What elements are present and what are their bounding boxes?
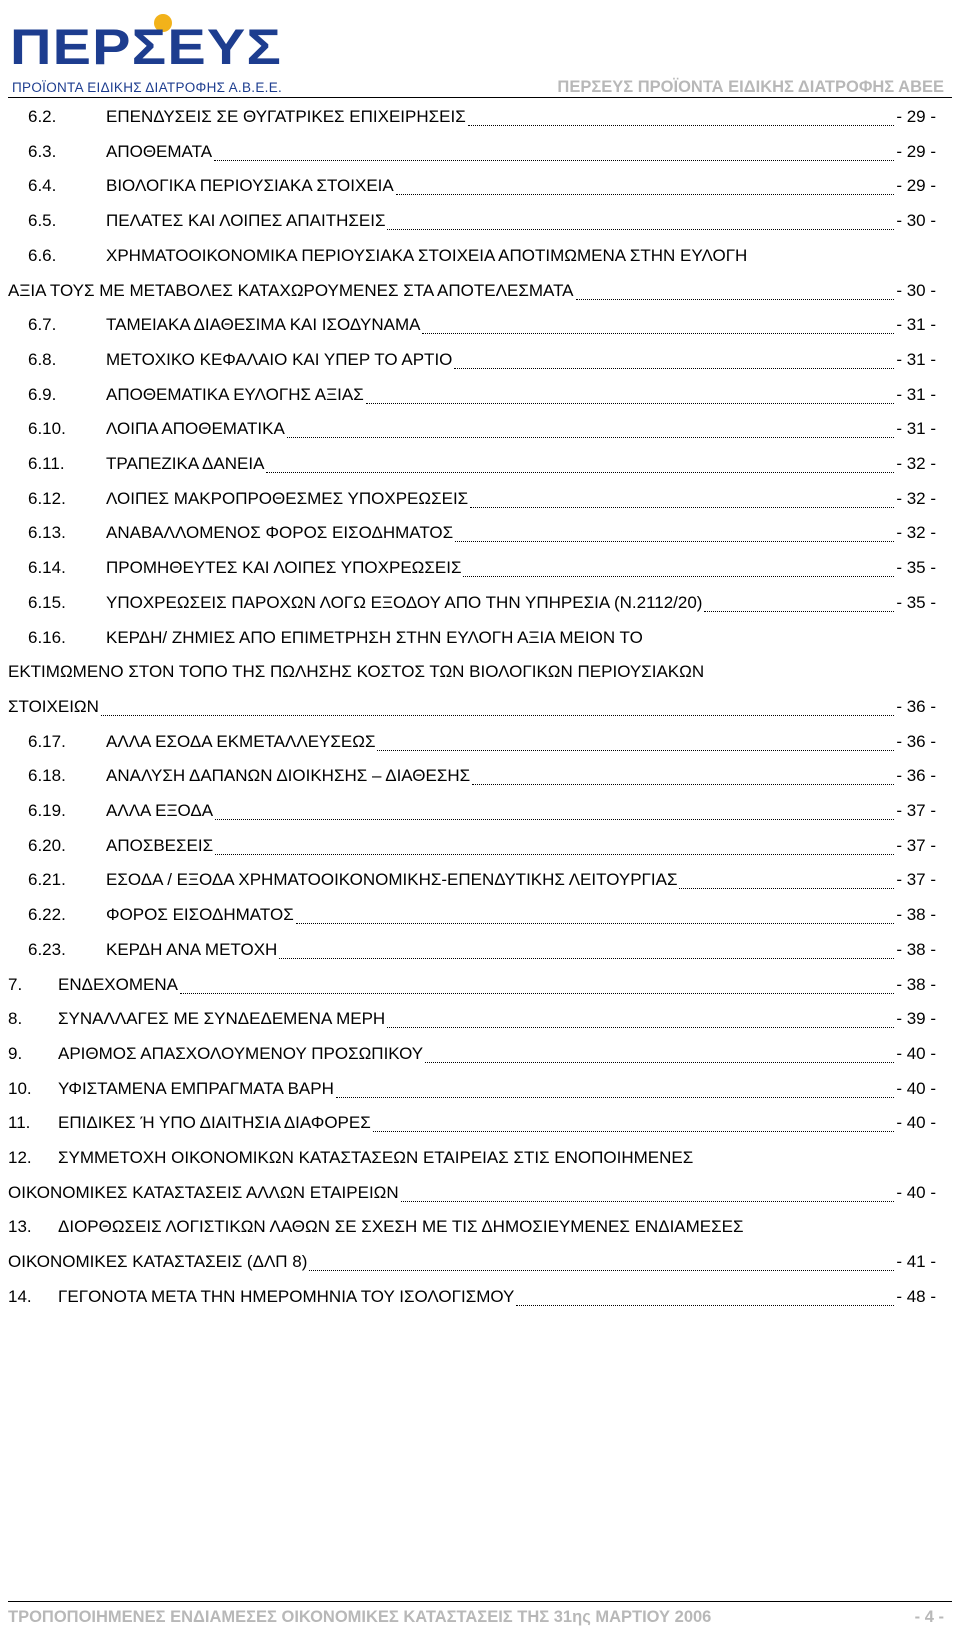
toc-dot-leader: [296, 922, 895, 924]
toc-entry-page: - 41 -: [896, 1252, 936, 1272]
toc-entry-number: 6.8.: [28, 349, 57, 369]
footer-title: ΤΡΟΠΟΠΟΙΗΜΕΝΕΣ ΕΝΔΙΑΜΕΣΕΣ ΟΙΚΟΝΟΜΙΚΕΣ ΚΑΤΑΣΤΑΣΕΙΣ ΤΗΣ 31ης ΜΑΡΤΙΟΥ 2006: [8, 1608, 712, 1626]
toc-entry-page: - 31 -: [896, 384, 936, 404]
toc-entry-title: ΑΛΛΑ ΕΣΟΔΑ ΕΚΜΕΤΑΛΛΕΥΣΕΩΣ: [106, 731, 376, 751]
toc-dot-leader: [387, 1026, 894, 1028]
toc-entry-title: ΤΡΑΠΕΖΙΚΑ ΔΑΝΕΙΑ: [106, 454, 265, 473]
toc-entry-number: 6.9.: [28, 384, 57, 404]
toc-entry[interactable]: [0, 1106, 960, 1140]
toc-entry[interactable]: [0, 933, 960, 967]
logo-subtitle: ΠΡΟΪΟΝΤΑ ΕΙΔΙΚΗΣ ΔΙΑΤΡΟΦΗΣ Α.Β.Ε.Ε.: [12, 80, 283, 95]
toc-entry[interactable]: [0, 169, 960, 203]
toc-entry-page: - 40 -: [896, 1182, 936, 1202]
toc-entry-title: ΟΙΚΟΝΟΜΙΚΕΣ ΚΑΤΑΣΤΑΣΕΙΣ (ΔΛΠ 8): [8, 1252, 308, 1272]
toc-entry-title: ΚΕΡΔΗ ΑΝΑ ΜΕΤΟΧΗ: [106, 939, 278, 959]
toc-dot-leader: [516, 1304, 894, 1306]
toc-dot-leader: [396, 193, 895, 195]
toc-entry[interactable]: [0, 759, 960, 793]
toc-entry[interactable]: [0, 1210, 960, 1244]
toc-entry-title: ΠΕΛΑΤΕΣ ΚΑΙ ΛΟΙΠΕΣ ΑΠΑΙΤΗΣΕΙΣ: [106, 211, 386, 231]
toc-entry[interactable]: [0, 690, 960, 724]
toc-entry-number: 6.19.: [28, 801, 66, 820]
toc-dot-leader: [287, 436, 894, 438]
toc-entry-number: 6.12.: [28, 488, 66, 508]
toc-entry-page: - 39 -: [896, 1009, 936, 1029]
toc-dot-leader: [309, 1269, 894, 1271]
toc-entry-page: - 31 -: [896, 349, 936, 369]
toc-entry-page: - 38 -: [896, 905, 936, 925]
toc-entry-page: - 36 -: [896, 696, 936, 716]
toc-dot-leader: [576, 298, 895, 300]
toc-entry-title: ΕΠΙΔΙΚΕΣ Ή ΥΠΟ ΔΙΑΙΤΗΣΙΑ ΔΙΑΦΟΡΕΣ: [58, 1113, 371, 1133]
toc-entry-title: ΥΦΙΣΤΑΜΕΝΑ ΕΜΠΡΑΓΜΑΤΑ ΒΑΡΗ: [58, 1078, 334, 1098]
toc-entry-page: - 31 -: [896, 419, 936, 439]
toc-entry[interactable]: [0, 204, 960, 238]
toc-entry-number: 8.: [8, 1009, 23, 1029]
toc-dot-leader: [468, 124, 895, 126]
header-divider: [8, 97, 952, 98]
toc-dot-leader: [215, 818, 894, 820]
toc-entry[interactable]: [0, 343, 960, 377]
toc-entry-page: - 32 -: [896, 488, 936, 508]
toc-entry-title: ΑΡΙΘΜΟΣ ΑΠΑΣΧΟΛΟΥΜΕΝΟΥ ΠΡΟΣΩΠΙΚΟΥ: [58, 1043, 424, 1063]
toc-dot-leader: [463, 575, 894, 577]
toc-entry[interactable]: [0, 239, 960, 273]
toc-entry[interactable]: [0, 412, 960, 446]
toc-dot-leader: [215, 853, 894, 855]
toc-entry[interactable]: [0, 863, 960, 897]
toc-entry[interactable]: [0, 1002, 960, 1036]
toc-entry-page: - 36 -: [896, 731, 936, 751]
toc-entry-title: ΚΕΡΔΗ/ ΖΗΜΙΕΣ ΑΠΟ ΕΠΙΜΕΤΡΗΣΗ ΣΤΗΝ ΕΥΛΟΓΗ ΑΞΙΑ ΜΕΙΟΝ ΤΟ: [106, 627, 643, 647]
toc-entry[interactable]: [0, 274, 960, 308]
toc-entry-page: - 38 -: [896, 974, 936, 994]
toc-entry[interactable]: [0, 308, 960, 342]
toc-entry-number: 6.3.: [28, 141, 57, 161]
toc-entry-number: 6.10.: [28, 419, 66, 439]
toc-entry-page: - 29 -: [896, 107, 936, 126]
toc-entry-number: 6.15.: [28, 592, 66, 612]
toc-entry-title: ΑΝΑΒΑΛΛΟΜΕΝΟΣ ΦΟΡΟΣ ΕΙΣΟΔΗΜΑΤΟΣ: [106, 523, 454, 543]
toc-entry-page: - 40 -: [896, 1078, 936, 1098]
toc-entry[interactable]: [0, 1280, 960, 1314]
footer-page-number: - 4 -: [914, 1608, 944, 1626]
toc-entry[interactable]: [0, 898, 960, 932]
toc-entry-title: ΥΠΟΧΡΕΩΣΕΙΣ ΠΑΡΟΧΩΝ ΛΟΓΩ ΕΞΟΔΟΥ ΑΠΟ ΤΗΝ ΥΠΗΡΕΣΙΑ (Ν.2112/20): [106, 592, 703, 612]
toc-dot-leader: [180, 992, 894, 994]
toc-entry[interactable]: [0, 829, 960, 863]
toc-dot-leader: [336, 1096, 894, 1098]
toc-entry-page: - 35 -: [896, 558, 936, 578]
footer-divider: [8, 1601, 952, 1602]
toc-dot-leader: [366, 402, 895, 404]
toc-dot-leader: [377, 749, 894, 751]
toc-entry-page: - 30 -: [896, 280, 936, 300]
toc-entry[interactable]: [0, 447, 960, 481]
toc-entry[interactable]: [0, 1141, 960, 1175]
toc-entry[interactable]: [0, 1072, 960, 1106]
toc-entry-number: 6.11.: [28, 454, 65, 473]
company-logo: [8, 8, 283, 95]
toc-entry-page: - 38 -: [896, 939, 936, 959]
toc-entry-page: - 31 -: [896, 315, 936, 335]
toc-entry-page: - 37 -: [896, 870, 936, 890]
toc-entry-title: ΛΟΙΠΑ ΑΠΟΘΕΜΑΤΙΚΑ: [106, 419, 285, 439]
toc-entry-title: ΑΠΟΘΕΜΑΤΙΚΑ ΕΥΛΟΓΗΣ ΑΞΙΑΣ: [106, 384, 364, 404]
toc-entry-title: ΦΟΡΟΣ ΕΙΣΟΔΗΜΑΤΟΣ: [106, 905, 294, 925]
toc-entry[interactable]: [0, 1037, 960, 1071]
toc-entry[interactable]: [0, 1176, 960, 1210]
toc-entry-page: - 37 -: [896, 801, 936, 820]
toc-entry-title: ΣΥΜΜΕΤΟΧΗ ΟΙΚΟΝΟΜΙΚΩΝ ΚΑΤΑΣΤΑΣΕΩΝ ΕΤΑΙΡΕΙΑΣ ΣΤΙΣ ΕΝΟΠΟΙΗΜΕΝΕΣ: [58, 1148, 694, 1167]
toc-dot-leader: [387, 228, 894, 230]
toc-entry-number: 6.18.: [28, 766, 66, 786]
toc-entry-number: 6.7.: [28, 315, 57, 335]
toc-entry-page: - 36 -: [896, 766, 936, 786]
toc-entry[interactable]: [0, 968, 960, 1002]
toc-entry[interactable]: [0, 100, 960, 134]
toc-entry[interactable]: [0, 586, 960, 620]
toc-entry-title: ΤΑΜΕΙΑΚΑ ΔΙΑΘΕΣΙΜΑ ΚΑΙ ΙΣΟΔΥΝΑΜΑ: [106, 315, 421, 335]
toc-entry-title: ΕΠΕΝΔΥΣΕΙΣ ΣΕ ΘΥΓΑΤΡΙΚΕΣ ΕΠΙΧΕΙΡΗΣΕΙΣ: [106, 107, 466, 126]
toc-entry[interactable]: [0, 482, 960, 516]
toc-entry-page: - 29 -: [896, 141, 936, 161]
toc-entry-number: 7.: [8, 974, 23, 994]
toc-entry[interactable]: [0, 378, 960, 412]
toc-entry[interactable]: [0, 725, 960, 759]
toc-entry-title: ΕΝΔΕΧΟΜΕΝΑ: [58, 974, 178, 994]
toc-entry-number: 12.: [8, 1148, 32, 1167]
toc-entry-page: - 32 -: [896, 523, 936, 543]
toc-entry-number: 6.14.: [28, 558, 66, 578]
toc-entry-number: 13.: [8, 1217, 32, 1237]
toc-entry-page: - 40 -: [896, 1113, 936, 1133]
header-company: ΠΕΡΣΕΥΣ ΠΡΟΪΟΝΤΑ ΕΙΔΙΚΗΣ ΔΙΑΤΡΟΦΗΣ ΑΒΕΕ: [557, 78, 944, 96]
toc-entry[interactable]: [0, 135, 960, 169]
toc-dot-leader: [425, 1061, 894, 1063]
toc-entry-number: 6.2.: [28, 107, 57, 126]
toc-entry-page: - 35 -: [896, 592, 936, 612]
toc-entry-title: ΣΤΟΙΧΕΙΩΝ: [8, 696, 99, 716]
toc-entry-title: ΛΟΙΠΕΣ ΜΑΚΡΟΠΡΟΘΕΣΜΕΣ ΥΠΟΧΡΕΩΣΕΙΣ: [106, 488, 469, 508]
toc-entry-number: 6.20.: [28, 835, 66, 855]
toc-entry-number: 6.23.: [28, 939, 66, 959]
toc-entry-title: ΠΡΟΜΗΘΕΥΤΕΣ ΚΑΙ ΛΟΙΠΕΣ ΥΠΟΧΡΕΩΣΕΙΣ: [106, 558, 462, 578]
toc-entry-title: ΕΚΤΙΜΩΜΕΝΟ ΣΤΟΝ ΤΟΠΟ ΤΗΣ ΠΩΛΗΣΗΣ ΚΟΣΤΟΣ ΤΩΝ ΒΙΟΛΟΓΙΚΩΝ ΠΕΡΙΟΥΣΙΑΚΩΝ: [8, 662, 705, 682]
toc-entry-page: - 32 -: [896, 454, 936, 473]
toc-dot-leader: [470, 506, 894, 508]
toc-dot-leader: [472, 783, 894, 785]
toc-entry-title: ΣΥΝΑΛΛΑΓΕΣ ΜΕ ΣΥΝΔΕΔΕΜΕΝΑ ΜΕΡΗ: [58, 1009, 386, 1029]
logo-name: ΠΕΡΣΕΥΣ: [10, 19, 283, 75]
toc-entry-number: 6.16.: [28, 627, 66, 647]
toc-entry-title: ΓΕΓΟΝΟΤΑ ΜΕΤΑ ΤΗΝ ΗΜΕΡΟΜΗΝΙΑ ΤΟΥ ΙΣΟΛΟΓΙΣΜΟΥ: [58, 1286, 515, 1306]
toc-entry-page: - 37 -: [896, 835, 936, 855]
toc-entry-title: ΒΙΟΛΟΓΙΚΑ ΠΕΡΙΟΥΣΙΑΚΑ ΣΤΟΙΧΕΙΑ: [106, 176, 394, 196]
toc-entry-title: ΑΠΟΘΕΜΑΤΑ: [106, 141, 213, 161]
toc-entry-number: 11.: [8, 1113, 31, 1133]
toc-dot-leader: [373, 1130, 895, 1132]
toc-entry-page: - 40 -: [896, 1043, 936, 1063]
toc-entry-title: ΧΡΗΜΑΤΟΟΙΚΟΝΟΜΙΚΑ ΠΕΡΙΟΥΣΙΑΚΑ ΣΤΟΙΧΕΙΑ ΑΠΟΤΙΜΩΜΕΝΑ ΣΤΗΝ ΕΥΛΟΓΗ: [106, 245, 748, 265]
toc-entry[interactable]: [0, 551, 960, 585]
toc-entry-title: ΔΙΟΡΘΩΣΕΙΣ ΛΟΓΙΣΤΙΚΩΝ ΛΑΘΩΝ ΣΕ ΣΧΕΣΗ ΜΕ ΤΙΣ ΔΗΜΟΣΙΕΥΜΕΝΕΣ ΕΝΔΙΑΜΕΣΕΣ: [58, 1217, 744, 1237]
toc-entry-title: ΑΝΑΛΥΣΗ ΔΑΠΑΝΩΝ ΔΙΟΙΚΗΣΗΣ – ΔΙΑΘΕΣΗΣ: [106, 766, 471, 786]
toc-entry-number: 6.5.: [28, 211, 57, 231]
toc-entry[interactable]: [0, 516, 960, 550]
toc-entry-title: ΑΛΛΑ ΕΞΟΔΑ: [106, 801, 214, 820]
toc-entry[interactable]: [0, 655, 960, 689]
toc-dot-leader: [401, 1200, 895, 1202]
toc-entry-page: - 48 -: [896, 1286, 936, 1306]
toc-dot-leader: [214, 159, 894, 161]
toc-dot-leader: [266, 471, 894, 473]
toc-entry-number: 6.13.: [28, 523, 66, 543]
toc-entry-number: 6.22.: [28, 905, 66, 925]
toc-dot-leader: [101, 714, 894, 716]
toc-dot-leader: [422, 332, 894, 334]
toc-dot-leader: [704, 610, 894, 612]
toc-dot-leader: [679, 887, 894, 889]
toc-entry-page: - 30 -: [896, 211, 936, 231]
toc-entry-number: 14.: [8, 1286, 32, 1306]
toc-entry-number: 6.6.: [28, 245, 57, 265]
toc-entry-number: 9.: [8, 1043, 23, 1063]
toc-entry-title: ΕΣΟΔΑ / ΕΞΟΔΑ ΧΡΗΜΑΤΟΟΙΚΟΝΟΜΙΚΗΣ-ΕΠΕΝΔΥΤΙΚΗΣ ΛΕΙΤΟΥΡΓΙΑΣ: [106, 870, 678, 890]
toc-entry-title: ΟΙΚΟΝΟΜΙΚΕΣ ΚΑΤΑΣΤΑΣΕΙΣ ΑΛΛΩΝ ΕΤΑΙΡΕΙΩΝ: [8, 1182, 399, 1202]
toc-entry-number: 6.21.: [28, 870, 66, 890]
toc-entry[interactable]: [0, 1245, 960, 1279]
toc-entry-number: 10.: [8, 1078, 32, 1098]
toc-entry[interactable]: [0, 794, 960, 828]
toc-entry-title: ΑΠΟΣΒΕΣΕΙΣ: [106, 835, 214, 855]
toc-entry-page: - 29 -: [896, 176, 936, 196]
toc-entry-title: ΑΞΙΑ ΤΟΥΣ ΜΕ ΜΕΤΑΒΟΛΕΣ ΚΑΤΑΧΩΡΟΥΜΕΝΕΣ ΣΤΑ ΑΠΟΤΕΛΕΣΜΑΤΑ: [8, 280, 574, 300]
toc-dot-leader: [454, 367, 894, 369]
toc-entry[interactable]: [0, 621, 960, 655]
toc-entry-title: ΜΕΤΟΧΙΚΟ ΚΕΦΑΛΑΙΟ ΚΑΙ ΥΠΕΡ ΤΟ ΑΡΤΙΟ: [106, 349, 453, 369]
toc-entry-number: 6.17.: [28, 731, 66, 751]
toc-dot-leader: [455, 540, 894, 542]
toc-dot-leader: [279, 957, 894, 959]
toc-entry-number: 6.4.: [28, 176, 57, 196]
